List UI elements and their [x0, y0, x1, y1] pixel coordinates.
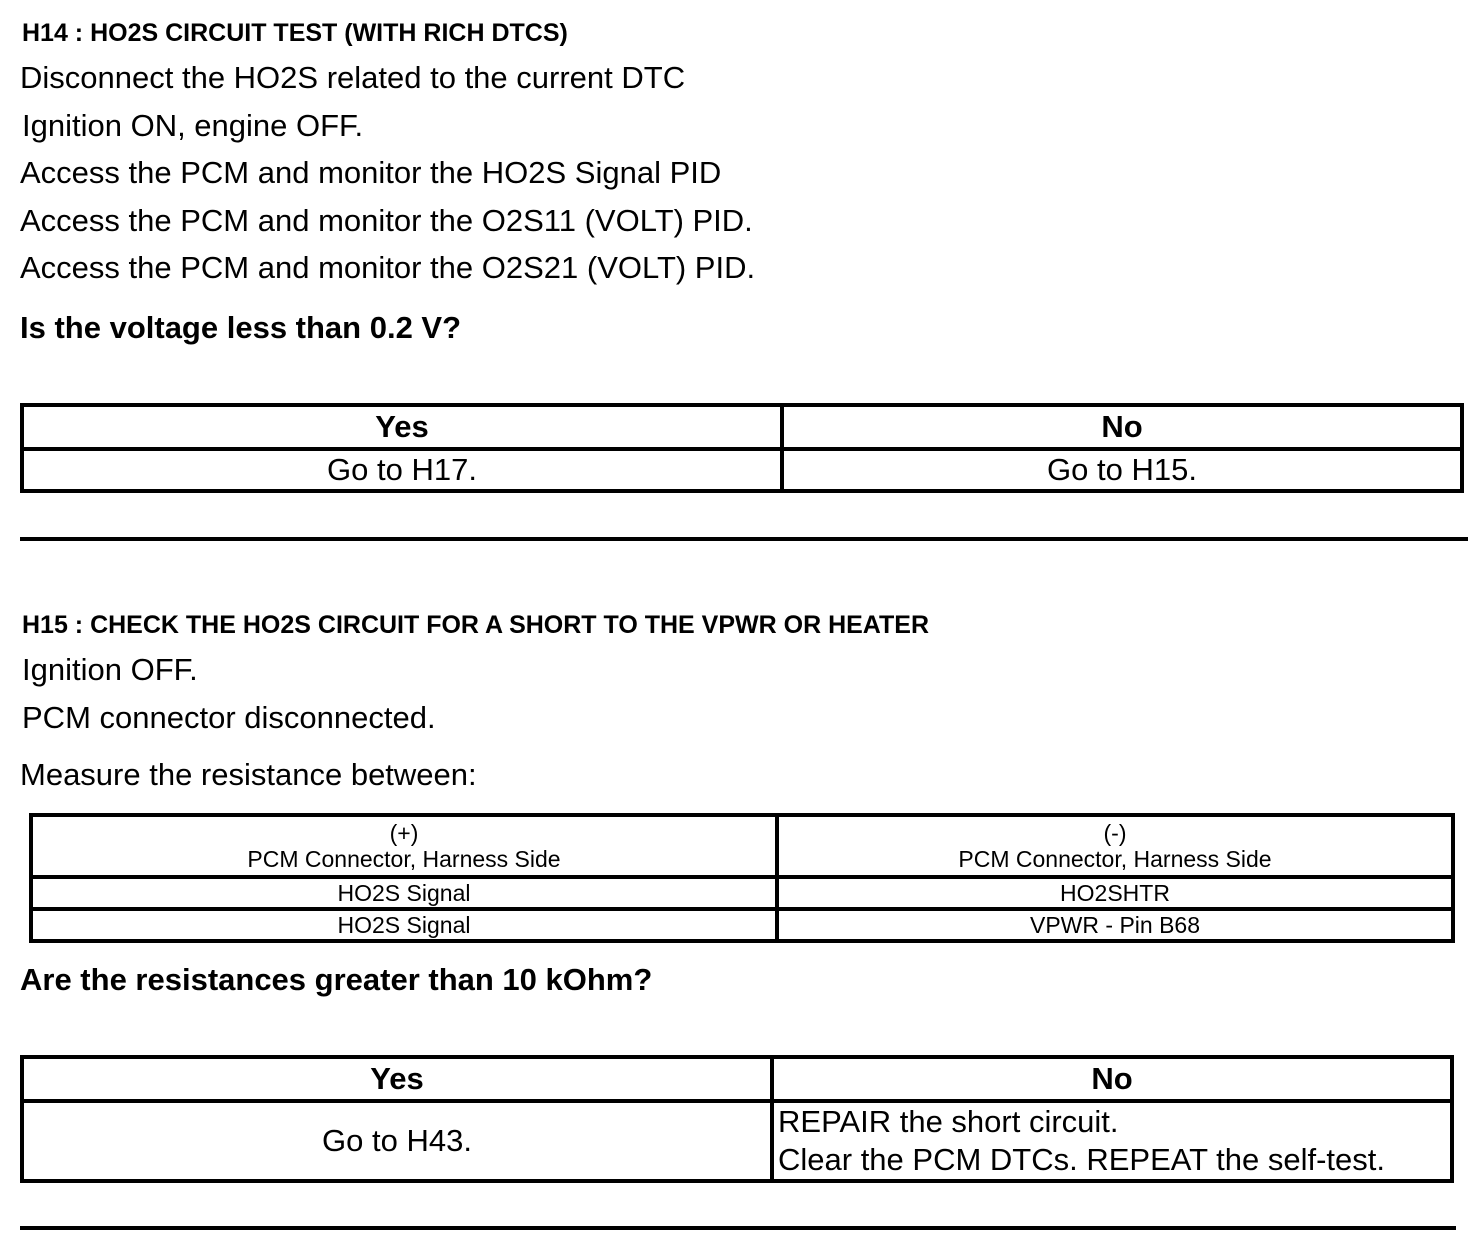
h15-step-2: PCM connector disconnected. [22, 700, 436, 735]
h15-no-header: No [772, 1057, 1452, 1101]
h14-question: Is the voltage less than 0.2 V? [20, 310, 462, 345]
plus-cell: HO2S Signal [31, 909, 777, 941]
h14-result-value-row [22, 449, 1462, 491]
minus-symbol: (-) [1103, 820, 1127, 846]
h15-step-3: Measure the resistance between: [20, 757, 477, 792]
minus-label: PCM Connector, Harness Side [958, 846, 1272, 872]
table-row [31, 909, 1453, 941]
h14-step-1: Disconnect the HO2S related to the current DTC [20, 60, 686, 95]
section-divider-2 [20, 1226, 1456, 1230]
h15-result-value-row [22, 1101, 1452, 1181]
section-divider-1 [20, 537, 1468, 541]
h14-heading: H14 : HO2S CIRCUIT TEST (WITH RICH DTCS) [22, 19, 568, 47]
h15-no-line-1: REPAIR the short circuit. [778, 1104, 1119, 1139]
h14-no-value: Go to H15. [782, 449, 1462, 491]
h14-step-4: Access the PCM and monitor the O2S11 (VOLT) PID. [20, 203, 753, 238]
minus-column-header [777, 815, 1453, 877]
h15-measure-header-row [31, 815, 1453, 877]
h15-result-header-row [22, 1057, 1452, 1101]
h14-yes-value: Go to H17. [22, 449, 782, 491]
h15-result-table [20, 1055, 1454, 1183]
h14-result-table [20, 403, 1464, 493]
h14-step-5: Access the PCM and monitor the O2S21 (VOLT) PID. [20, 250, 756, 285]
h14-no-header: No [782, 405, 1462, 449]
h15-step-1: Ignition OFF. [22, 652, 198, 687]
minus-cell: VPWR - Pin B68 [777, 909, 1453, 941]
h15-no-value [772, 1101, 1452, 1181]
h15-question: Are the resistances greater than 10 kOhm? [20, 962, 653, 997]
h14-result-header-row [22, 405, 1462, 449]
plus-cell: HO2S Signal [31, 877, 777, 909]
h14-step-3: Access the PCM and monitor the HO2S Signal PID [20, 155, 722, 190]
h14-yes-header: Yes [22, 405, 782, 449]
table-row [31, 877, 1453, 909]
h15-heading: H15 : CHECK THE HO2S CIRCUIT FOR A SHORT TO THE VPWR OR HEATER [22, 611, 929, 639]
h15-yes-value: Go to H43. [22, 1101, 772, 1181]
h15-yes-header: Yes [22, 1057, 772, 1101]
h15-measure-table [29, 813, 1455, 943]
minus-cell: HO2SHTR [777, 877, 1453, 909]
h15-no-line-2: Clear the PCM DTCs. REPEAT the self-test. [778, 1142, 1385, 1177]
plus-label: PCM Connector, Harness Side [247, 846, 561, 872]
plus-symbol: (+) [389, 820, 419, 846]
h14-step-2: Ignition ON, engine OFF. [22, 108, 364, 143]
plus-column-header [31, 815, 777, 877]
